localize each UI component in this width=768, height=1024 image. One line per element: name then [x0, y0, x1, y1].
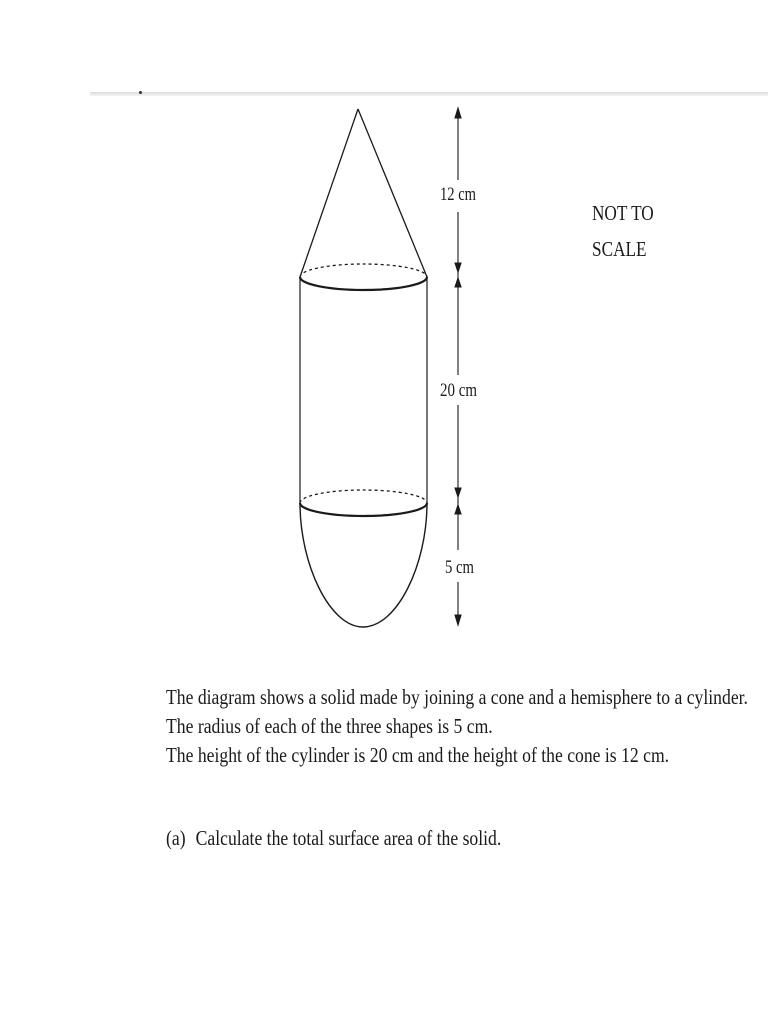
problem-line: The height of the cylinder is 20 cm and the height of the cone is 12 cm. [166, 743, 670, 767]
question-a [166, 826, 501, 851]
question-label: (a) [166, 826, 186, 850]
not-to-scale-note [592, 195, 654, 267]
question-text: Calculate the total surface area of the solid. [195, 826, 502, 850]
cylinder-shape [300, 277, 427, 503]
problem-line: The radius of each of the three shapes is 5 cm. [166, 714, 493, 738]
top-join-ellipse [300, 264, 427, 290]
not-to-scale-text: NOT TO SCALE [592, 201, 654, 261]
arrow-cone-bottom [455, 263, 461, 272]
arrow-cylinder-top [455, 278, 461, 287]
cone-shape [300, 109, 427, 277]
problem-statement [166, 683, 748, 770]
cone-height-label: 12 cm [440, 184, 477, 205]
hemisphere-height-label: 5 cm [445, 557, 475, 578]
problem-line: The diagram shows a solid made by joining a cone and a hemisphere to a cylinder. [166, 685, 748, 709]
arrow-top [455, 108, 461, 118]
cylinder-height-label: 20 cm [440, 380, 478, 401]
arrow-hemisphere-top [455, 505, 461, 514]
arrow-cylinder-bottom [455, 488, 461, 497]
hemisphere-shape [300, 503, 427, 627]
arrow-bottom [455, 615, 461, 625]
bottom-join-ellipse [300, 490, 427, 516]
